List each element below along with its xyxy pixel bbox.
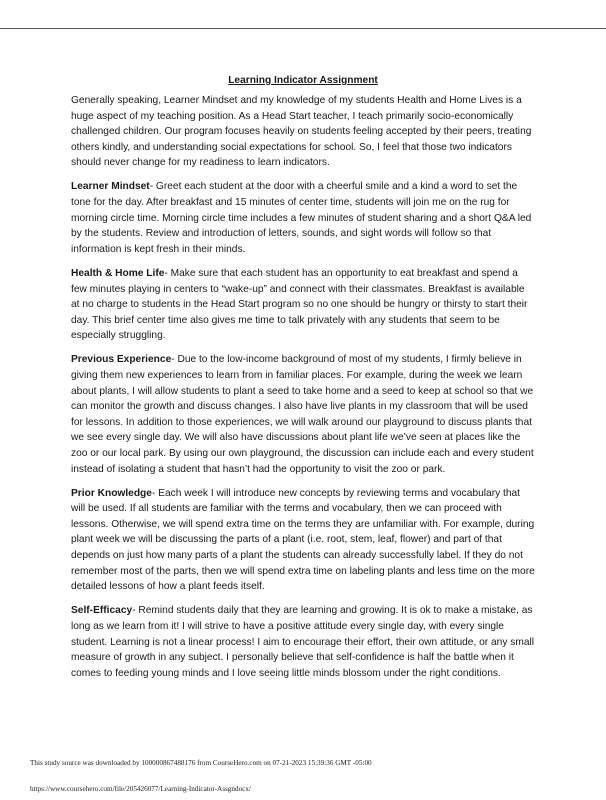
section-self-efficacy [71, 603, 535, 681]
intro-paragraph: Generally speaking, Learner Mindset and my knowledge of my students Health and Home Lives is a huge aspect of my teaching position. As a Head Start teacher, I teach primarily socio-economically challenged children. Our program focuses heavily on students feeling accepted by their peers, treating others kindly, and understanding social expectations for school. So, I feel that those two indicators should never change for my readiness to learn indicators. [71, 95, 532, 169]
section-prior-knowledge [71, 486, 535, 595]
section-heading: Previous Experience [71, 354, 172, 366]
download-notice: This study source was downloaded by 100000867488176 from CourseHero.com on 07-21-2023 15:39:36 GMT -05:00 [30, 759, 372, 767]
section-text: - Each week I will introduce new concepts by reviewing terms and vocabulary that will be used. If all students are familiar with the terms and vocabulary, then we can proceed with lessons. Otherwise, we will spend extra time on the terms they are unfamiliar with. For example, during plant week we will be discussing the parts of a plant (i.e. root, stem, leaf, flower) and part of that depends on just how many parts of a plant the students can already successfully label. If they do not remember most of the parts, then we will spend extra time on labeling plants and less time on the more detailed lessons of how a plant feeds itself. [71, 487, 535, 593]
section-health-home-life [71, 266, 535, 344]
section-heading: Self-Efficacy [71, 605, 133, 617]
section-heading: Health & Home Life [71, 267, 165, 279]
section-text: - Due to the low-income background of most of my students, I firmly believe in giving them new experiences to learn from in familiar places. For example, during the week we learn about plants, I will allow students to plant a seed to take home and a seed to keep at school so that we can monitor the growth and discuss changes. I also have live plants in my classroom that will be used for lessons. In addition to those experiences, we will walk around our playground to discuss plants that we see every single day. We will also have discussions about plant life we’ve seen at places like the zoo or our local park. By using our own playground, the discussion can include each and every student instead of isolating a student that hasn’t had the opportunity to visit the zoo or park. [71, 354, 534, 475]
page-top-rule [0, 28, 606, 29]
section-text: - Remind students daily that they are learning and growing. It is ok to make a mistake, as long as we learn from it! I will strive to have a positive attitude every single day, with every single student. Learning is not a linear process! I aim to encourage their effort, their own attitude, or any small measure of growth in any subject. I personally believe that self-confidence is half the battle when it comes to feeding young minds and I love seeing little minds blossom under the right conditions. [71, 605, 535, 679]
document-title: Learning Indicator Assignment [228, 75, 378, 86]
source-url-link[interactable]: https://www.coursehero.com/file/205426077/Learning-Indicator-Assgndocx/ [30, 785, 251, 793]
document-body [71, 73, 535, 690]
section-learner-mindset [71, 179, 535, 257]
section-text: - Make sure that each student has an opportunity to eat breakfast and spend a few minutes playing in centers to “wake-up” and connect with their classmates. Breakfast is available at no charge to students in the Head Start program so no one should be hungry or thirsty to start their day. This brief center time also gives me time to talk privately with any students that seem to be especially struggling. [71, 267, 528, 342]
section-text: - Greet each student at the door with a cheerful smile and a kind a word to set the tone for the day. After breakfast and 15 minutes of center time, students will join me on the rug for morning circle time. Morning circle time includes a few minutes of student sharing and a short Q&A led by the students. Review and introduction of letters, sounds, and sight words will follow so that information is kept fresh in their minds. [71, 181, 532, 255]
section-heading: Prior Knowledge [71, 487, 152, 499]
section-heading: Learner Mindset [71, 181, 150, 193]
section-previous-experience [71, 352, 535, 477]
